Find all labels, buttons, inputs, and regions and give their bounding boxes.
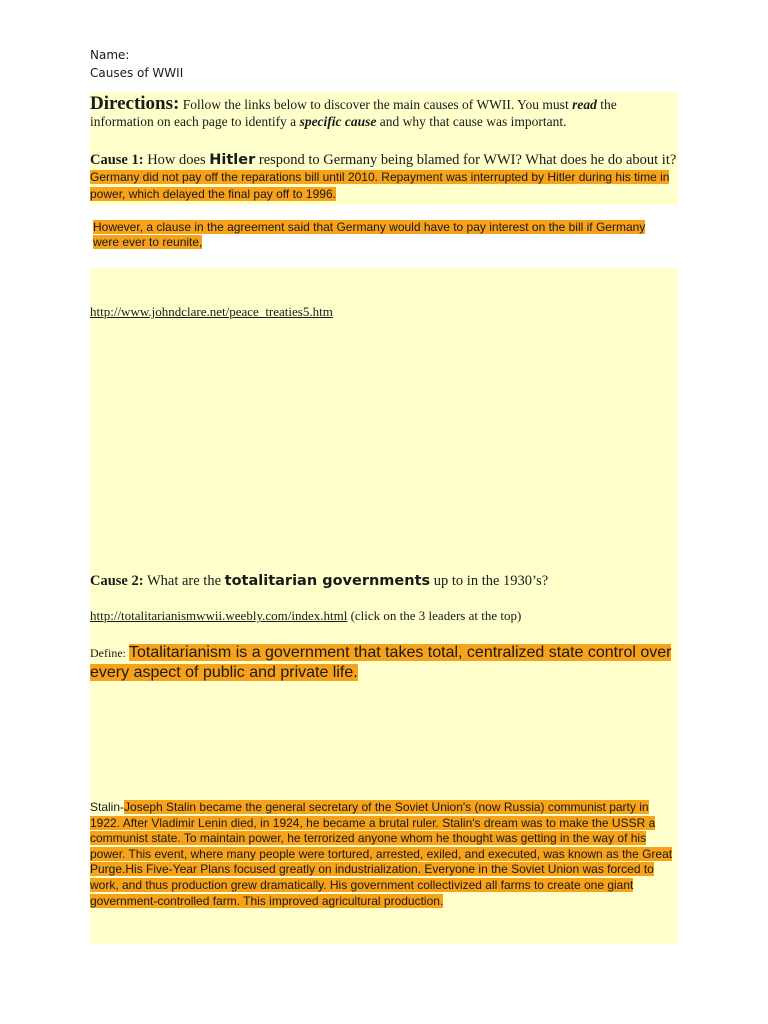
- cause-1-question-pre: How does: [147, 152, 206, 168]
- cause-2-link-note: (click on the 3 leaders at the top): [350, 608, 522, 623]
- cause-2-question: [90, 573, 548, 590]
- define-answer[interactable]: Totalitarianism is a government that takes total, centralized state control over every aspect of public and private life.: [90, 644, 672, 681]
- cause-2-link[interactable]: http://totalitarianismwwii.weebly.com/index.html: [90, 608, 348, 623]
- directions-text-2: the information on each page to identify a: [90, 97, 617, 129]
- cause-2-link-line: [90, 608, 521, 624]
- cause-1-label: Cause 1:: [90, 152, 144, 168]
- stalin-answer[interactable]: Joseph Stalin became the general secretary of the Soviet Union's (now Russia) communist party in 1922. After Vladimir Lenin died, in 1924, he became a brutal ruler. Stalin's dream was to make the USSR a communist state. To maintain power, he terrorized anyone whom he thought was getting in the way of his power. This event, where many people were tortured, arrested, exiled, and executed, was known as the Great Purge.His Five-Year Plans focused greatly on industrialization. Everyone in the Soviet Union was forced to work, and thus production grew dramatically. His government collectivized all farms to create one giant government-controlled farm. This improved agricultural production.: [90, 800, 673, 908]
- specific-cause-emphasis: specific cause: [299, 114, 377, 129]
- cause-2-label: Cause 2:: [90, 573, 144, 589]
- directions-text-1: Follow the links below to discover the main causes of WWII. You must: [182, 97, 569, 112]
- cause-1-extra-text[interactable]: However, a clause in the agreement said that Germany would have to pay interest on the bill if Germany were ever to reunite,: [93, 220, 646, 249]
- stalin-label: Stalin-: [90, 800, 125, 814]
- cause-1-question-post: respond to Germany being blamed for WWI? What does he do about it?: [258, 152, 677, 168]
- hitler-keyword: Hitler: [209, 152, 256, 168]
- cause-2-question-pre: What are the: [146, 573, 222, 589]
- stalin-line: [90, 800, 680, 909]
- define-line: [90, 643, 680, 683]
- cause-2-question-post: up to in the 1930’s?: [433, 573, 549, 589]
- totalitarian-keyword: totalitarian governments: [224, 573, 431, 589]
- cause-1-link[interactable]: http://www.johndclare.net/peace_treaties5.htm: [90, 304, 333, 319]
- cause-1-answer[interactable]: Germany did not pay off the reparations bill until 2010. Repayment was interrupted by Hitler during his time in power, which delayed the final pay off to 1996.: [90, 170, 670, 201]
- name-label: Name:: [90, 48, 130, 62]
- define-label: Define:: [90, 646, 126, 660]
- document-title: Causes of WWII: [90, 66, 184, 80]
- cause-1-extra-answer: [93, 220, 653, 250]
- read-emphasis: read: [572, 97, 597, 112]
- directions-label: Directions:: [90, 93, 180, 114]
- cause-1-question: [90, 152, 678, 203]
- directions-text-3: and why that cause was important.: [379, 114, 567, 129]
- directions-paragraph: [90, 95, 678, 130]
